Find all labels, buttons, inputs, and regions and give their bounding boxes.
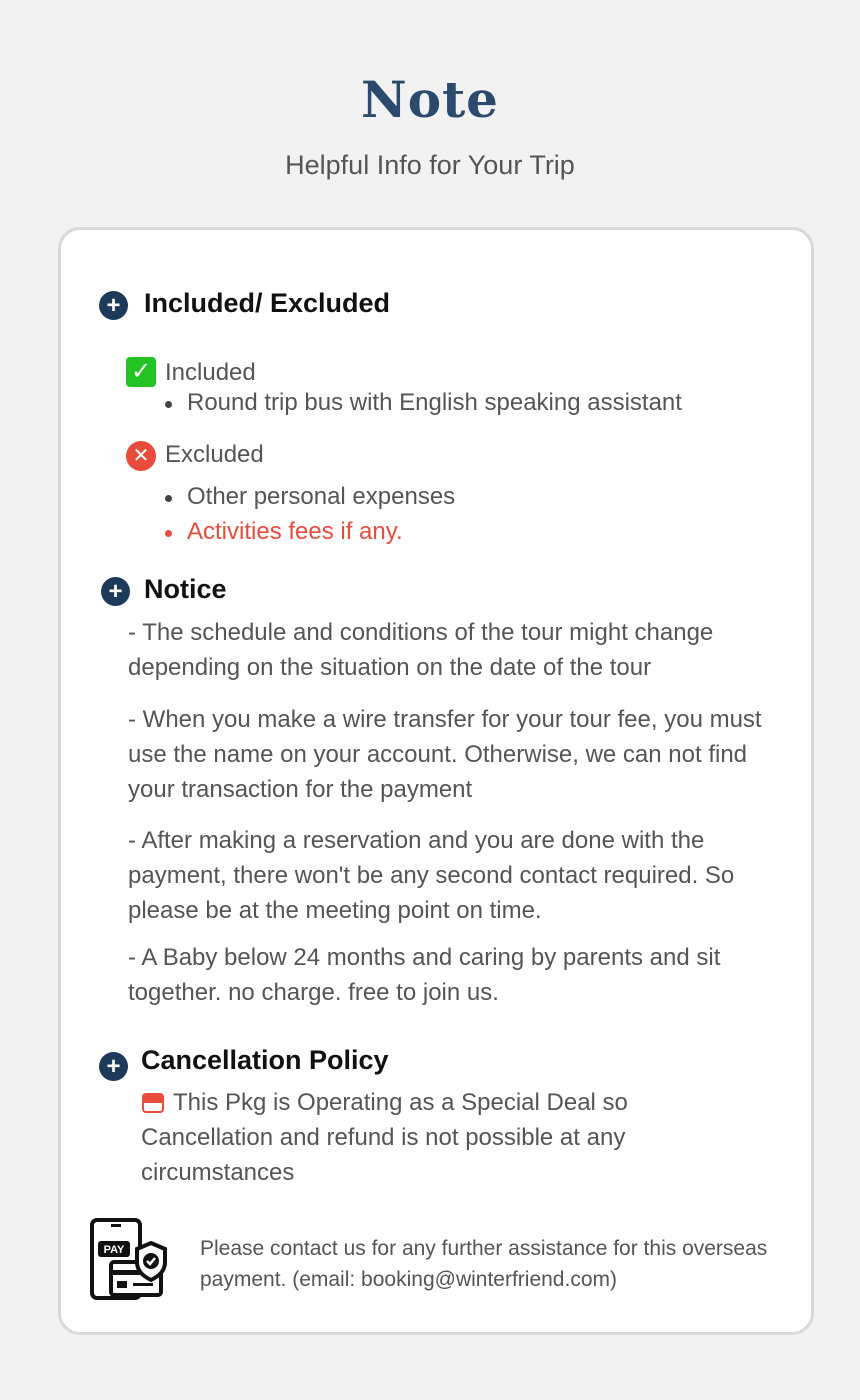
checkmark-icon: ✓ [126, 357, 156, 387]
included-item: Round trip bus with English speaking assistant [187, 389, 682, 416]
excluded-item: Other personal expenses [187, 483, 456, 510]
contact-text: Please contact us for any further assistance for this overseas payment. (email: booking@winterfriend.com) [200, 1237, 768, 1291]
x-circle-icon: ✕ [126, 441, 156, 471]
plus-circle-icon[interactable]: + [101, 577, 130, 606]
page-title: Note [361, 70, 499, 129]
plus-circle-icon[interactable]: + [99, 291, 128, 320]
notice-paragraph: - The schedule and conditions of the tour might change depending on the situation on the date of the tour [128, 619, 714, 681]
bullet-dot [165, 530, 172, 537]
included-label: Included [165, 359, 256, 386]
bullet-dot [165, 495, 172, 502]
plus-circle-icon[interactable]: + [99, 1052, 128, 1081]
excluded-item: Activities fees if any. [187, 518, 403, 545]
bullet-dot [165, 401, 172, 408]
mobile-payment-icon [89, 1218, 171, 1302]
notice-paragraph: - After making a reservation and you are done with the payment, there won't be any second contact required. So please be at the meeting point on time. [128, 827, 735, 924]
included-excluded-heading: Included/ Excluded [144, 288, 391, 318]
notice-paragraph: - A Baby below 24 months and caring by parents and sit together. no charge. free to join us. [128, 944, 721, 1006]
pay-badge: PAY [103, 1244, 125, 1256]
excluded-label: Excluded [165, 441, 264, 468]
notice-paragraph: - When you make a wire transfer for your tour fee, you must use the name on your account. Otherwise, we can not find your transaction for the payment [128, 706, 762, 803]
info-card [58, 227, 814, 1335]
page-subtitle: Helpful Info for Your Trip [285, 150, 575, 180]
notice-heading: Notice [144, 574, 227, 604]
cancellation-text: This Pkg is Operating as a Special Deal so Cancellation and refund is not possible at any circumstances [141, 1089, 628, 1186]
cancellation-heading: Cancellation Policy [141, 1045, 389, 1075]
